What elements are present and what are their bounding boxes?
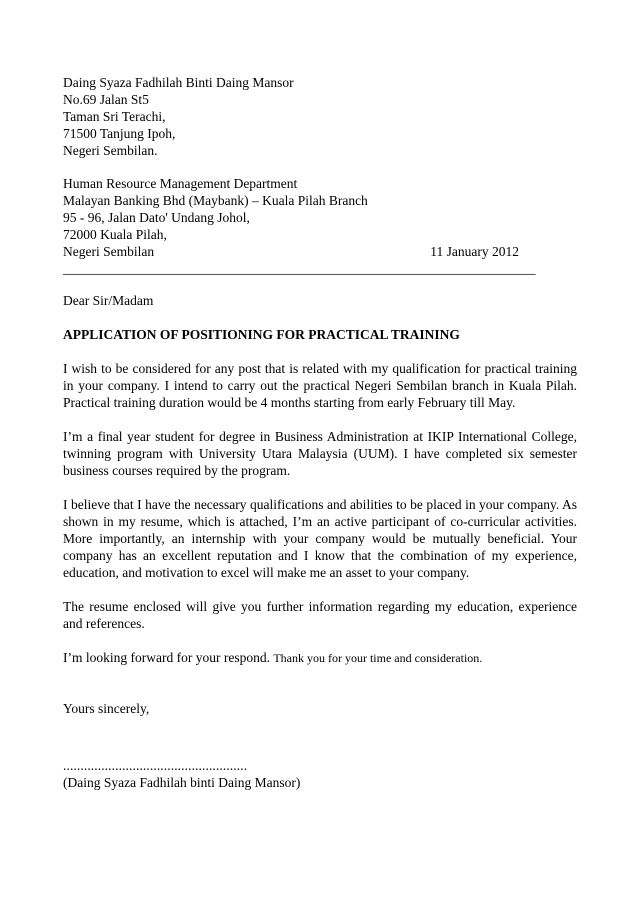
sender-street: No.69 Jalan St5	[63, 92, 149, 107]
recipient-company: Malayan Banking Bhd (Maybank) – Kuala Pilah Branch	[63, 193, 368, 208]
thanks-sentence: Thank you for your time and consideration.	[273, 651, 483, 665]
salutation: Dear Sir/Madam	[63, 293, 154, 308]
sender-city: 71500 Tanjung Ipoh,	[63, 126, 176, 141]
paragraph-education: I’m a final year student for degree in Business Administration at IKIP International College, twinning program with University Utara Malaysia (UUM). I have completed six semester business courses required by the program.	[63, 429, 577, 478]
paragraph-closing	[63, 649, 577, 667]
letter-date: 11 January 2012	[430, 244, 519, 259]
recipient-department: Human Resource Management Department	[63, 176, 298, 191]
recipient-street: 95 - 96, Jalan Dato' Undang Johol,	[63, 210, 250, 225]
signer-name: (Daing Syaza Fadhilah binti Daing Mansor)	[63, 775, 301, 790]
recipient-address	[63, 175, 577, 260]
sender-state: Negeri Sembilan.	[63, 143, 158, 158]
subject-heading: APPLICATION OF POSITIONING FOR PRACTICAL TRAINING	[63, 327, 460, 342]
recipient-city: 72000 Kuala Pilah,	[63, 227, 167, 242]
sender-area: Taman Sri Terachi,	[63, 109, 166, 124]
paragraph-qualifications: I believe that I have the necessary qualifications and abilities to be placed in your company. As shown in my resume, which is attached, I’m an active participant of co-curricular activities. More importantly, an internship with your company would be mutually beneficial. Your company has an excellent reputation and I know that the combination of my experience, education, and motivation to excel will make me an asset to your company.	[63, 497, 577, 580]
valediction: Yours sincerely,	[63, 701, 150, 716]
sender-address	[63, 74, 577, 159]
paragraph-resume: The resume enclosed will give you further information regarding my education, experience and references.	[63, 599, 577, 631]
paragraph-intro: I wish to be considered for any post that is related with my qualification for practical training in your company. I intend to carry out the practical Negeri Sembilan branch in Kuala Pilah. Practical training duration would be 4 months starting from early February till May.	[63, 361, 577, 410]
sender-name: Daing Syaza Fadhilah Binti Daing Mansor	[63, 75, 294, 90]
signature-line: .....................................................	[63, 758, 248, 773]
separator-line: ______________________________________________________________________	[63, 261, 536, 276]
recipient-state: Negeri Sembilan	[63, 244, 155, 259]
closing-sentence: I’m looking forward for your respond.	[63, 650, 274, 665]
recipient-state-date-row	[63, 243, 577, 260]
